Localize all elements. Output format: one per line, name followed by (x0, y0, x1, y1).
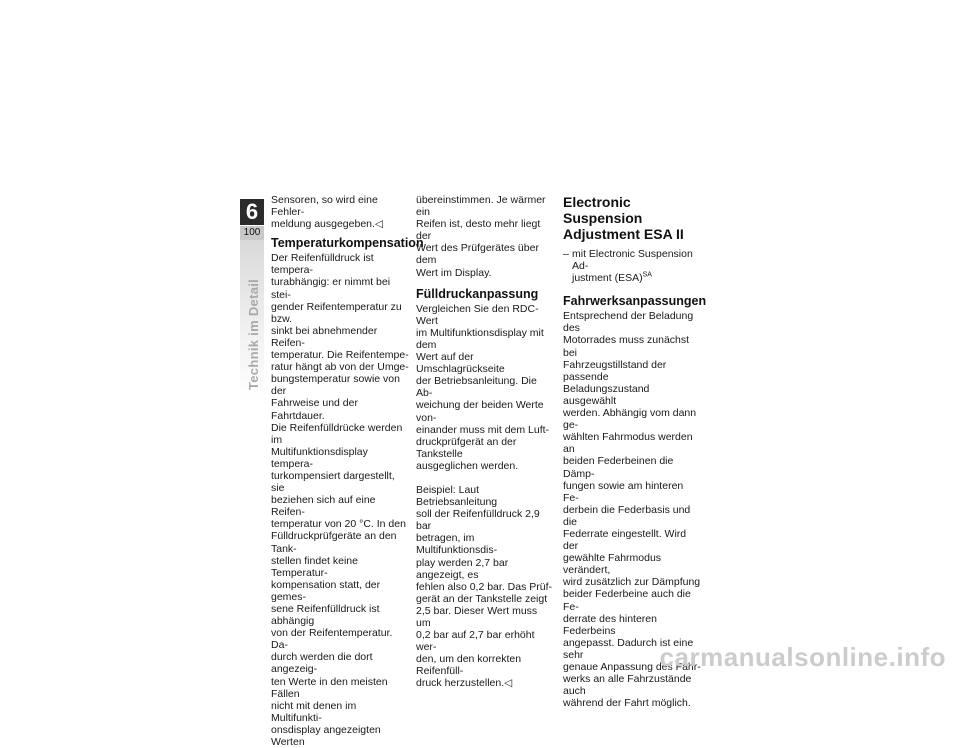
paragraph-pressure-comparison: Vergleichen Sie den RDC-Wert im Multifunktionsdisplay mit dem Wert auf der Umschlagrückseite der Betriebsanleitung. Die Ab- weichung der beiden Werte von- einander muss mit dem Luft- druckprüfgerät an der Tankstelle ausgeglichen werden. (416, 302, 550, 472)
special-equipment-marker: SA (642, 271, 652, 279)
text-column-1 (271, 194, 424, 748)
paragraph-temperature-compensation: Der Reifenfülldruck ist tempera- turabhängig: er nimmt bei stei- gender Reifentemperatur zu bzw. sinkt bei abnehmender Reifen- temperatur. Die Reifentempe- ratur hängt ab von der Umge- bungstemperatur sowie von der Fahrweise und der Fahrtdauer. Die Reifenfülldrücke werden im Multifunktionsdisplay tempera- turkompensiert dargestellt, sie beziehen sich auf eine Reifen- temperatur von 20 °C. In den Fülldruckprüfgeräte an den Tank- stellen findet keine Temperatur- kompensation statt, der gemes- sene Reifenfülldruck ist abhängig von der Reifentemperatur. Da- durch werden die dort angezeig- ten Werte in den meisten Fällen nicht mit denen im Multifunkti- onsdisplay angezeigten Werten (271, 252, 409, 748)
paragraph-example: Beispiel: Laut Betriebsanleitung soll der Reifenfülldruck 2,9 bar betragen, im Multifunktionsdis- play werden 2,7 bar angezeigt, es fehlen also 0,2 bar. Das Prüf- gerät an der Tankstelle zeigt 2,5 bar. Dieser Wert muss um 0,2 bar auf 2,7 bar erhöht wer- den, um den korrekten Reifenfüll- druck herzustellen.◁ (416, 483, 552, 690)
page-number: 100 (240, 226, 264, 240)
section-title-esa: Electronic Suspension Adjustment ESA II (563, 194, 684, 242)
continued-text: übereinstimmen. Je wärmer ein Reifen ist, desto mehr liegt der Wert des Prüfgerätes über dem Wert im Display. (416, 194, 546, 279)
equipment-note (563, 248, 701, 284)
text-column-2 (416, 194, 554, 690)
continued-text: Sensoren, so wird eine Fehler- meldung ausgegeben.◁ (271, 194, 383, 231)
chapter-number-box: 6 (240, 199, 264, 225)
watermark-text: carmanualsonline.info (659, 642, 946, 672)
heading-suspension-adjustments: Fahrwerksanpassungen (563, 294, 707, 309)
equipment-note-text (572, 248, 701, 284)
bullet-dash: – (563, 248, 569, 260)
chapter-title-vertical: Technik im Detail (246, 278, 261, 390)
paragraph-suspension-adjustments: Entsprechend der Beladung des Motorrades muss zunächst bei Fahrzeugstillstand der passende Beladungszustand ausgewählt werden. Abhängig vom dann ge- wählten Fahrmodus werden an beiden Federbeinen die Dämp- fungen sowie am hinteren Fe- derbein die Federbasis und die Federrate eingestellt. Wird der gewählte Fahrmodus verändert, wird zusätzlich zur Dämpfung beider Federbeine auch die Fe- derrate des hinteren Federbeins angepasst. Dadurch ist eine sehr genaue Anpassung des Fahr- werks an alle Fahrzustände auch während der Fahrt möglich. (563, 310, 701, 710)
equipment-note-label: mit Electronic Suspension Ad- justment (ESA) (572, 248, 693, 285)
heading-pressure-adjustment: Fülldruckanpassung (416, 286, 539, 301)
text-column-3 (563, 194, 707, 710)
heading-temperature-compensation: Temperaturkompensation (271, 236, 424, 251)
